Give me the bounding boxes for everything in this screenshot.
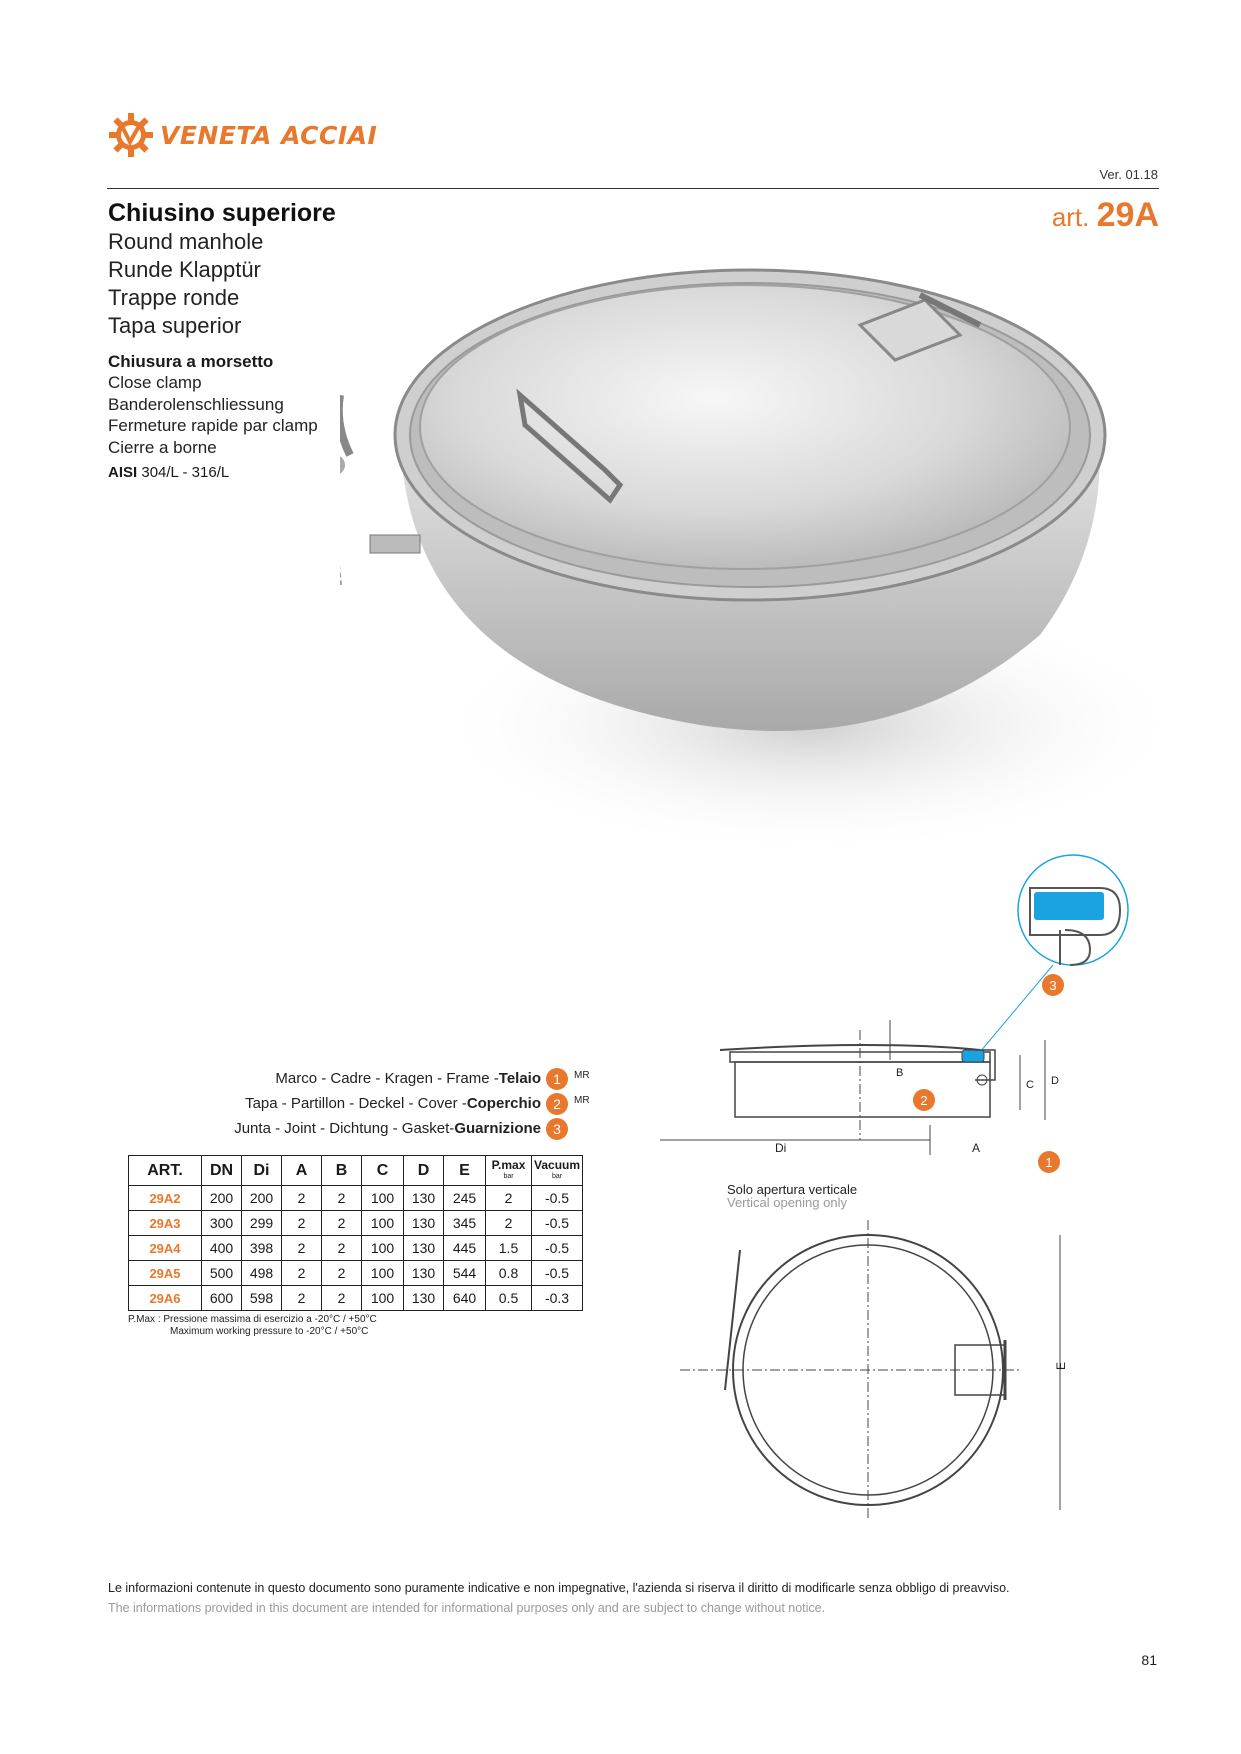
table-cell: 400: [202, 1236, 242, 1261]
legend-text: Junta - Joint - Dichtung - Gasket-: [234, 1120, 455, 1137]
table-header: A: [282, 1156, 322, 1186]
table-cell-article: 29A4: [129, 1236, 202, 1261]
table-header-pmax: [486, 1156, 532, 1186]
material-spec: [108, 464, 318, 481]
table-cell: 2: [282, 1261, 322, 1286]
title-translation: Runde Klapptür: [108, 257, 261, 282]
table-header-vacuum: [532, 1156, 583, 1186]
opening-note-en: Vertical opening only: [727, 1195, 847, 1210]
title-translation: Round manhole: [108, 229, 264, 254]
vacuum-label: Vacuum: [534, 1157, 581, 1172]
opening-note: [727, 1183, 857, 1209]
parts-legend: [234, 1066, 541, 1141]
table-cell: 300: [202, 1211, 242, 1236]
table-row: [129, 1286, 583, 1311]
material-value: 304/L - 316/L: [141, 464, 230, 481]
table-cell: 1.5: [486, 1236, 532, 1261]
legend-row: [234, 1091, 541, 1116]
legend-text: Marco - Cadre - Kragen - Frame -: [275, 1070, 499, 1087]
table-cell: 345: [444, 1211, 486, 1236]
table-cell: 2: [282, 1186, 322, 1211]
table-cell: 2: [322, 1186, 362, 1211]
callout-3-text: 3: [1049, 978, 1057, 993]
table-row: [129, 1236, 583, 1261]
table-cell: 544: [444, 1261, 486, 1286]
table-cell: 130: [404, 1261, 444, 1286]
gasket-detail: [1034, 892, 1104, 920]
table-cell: -0.5: [532, 1211, 583, 1236]
table-cell: 600: [202, 1286, 242, 1311]
table-row: [129, 1186, 583, 1211]
table-cell: 398: [242, 1236, 282, 1261]
pmax-label: P.max: [491, 1157, 526, 1172]
product-image: [340, 255, 1200, 895]
article-code: [1052, 196, 1159, 235]
page-number: 81: [1141, 1652, 1157, 1668]
table-cell: 2: [322, 1286, 362, 1311]
version-label: Ver. 01.18: [1099, 167, 1158, 182]
table-header: D: [404, 1156, 444, 1186]
table-cell: 130: [404, 1236, 444, 1261]
table-cell-article: 29A3: [129, 1211, 202, 1236]
table-cell: 100: [362, 1261, 404, 1286]
opening-note-it: Solo apertura verticale: [727, 1182, 858, 1197]
table-cell: 130: [404, 1286, 444, 1311]
legend-row: [234, 1116, 541, 1141]
table-cell: 498: [242, 1261, 282, 1286]
table-cell: 2: [486, 1211, 532, 1236]
closure-translation: Fermeture rapide par clamp: [108, 416, 318, 435]
table-cell: 299: [242, 1211, 282, 1236]
table-row: [129, 1261, 583, 1286]
table-cell: 2: [282, 1211, 322, 1236]
legend-bold: Guarnizione: [454, 1120, 541, 1137]
table-row: [129, 1211, 583, 1236]
table-header: Di: [242, 1156, 282, 1186]
legend-text: Tapa - Partillon - Deckel - Cover -: [245, 1095, 467, 1112]
dimension-d: D: [1051, 1075, 1059, 1087]
table-cell: 2: [486, 1186, 532, 1211]
table-cell: 100: [362, 1236, 404, 1261]
table-cell-article: 29A2: [129, 1186, 202, 1211]
pmax-note: [128, 1314, 377, 1338]
legend-bold: Coperchio: [466, 1095, 541, 1112]
table-cell: 245: [444, 1186, 486, 1211]
gear-logo-icon: [108, 112, 154, 158]
closure-translation: Cierre a borne: [108, 437, 217, 457]
table-cell: 445: [444, 1236, 486, 1261]
pmax-unit: bar: [503, 1172, 514, 1180]
pmax-note-line: P.Max : Pressione massima di esercizio a -20°C / +50°C: [128, 1314, 377, 1325]
brand-name: VENETA ACCIAI: [160, 120, 378, 150]
title-translation: Trappe ronde: [108, 285, 240, 310]
dimension-c: C: [1026, 1079, 1034, 1091]
dimension-b: B: [896, 1067, 904, 1079]
footer-disclaimer: [108, 1578, 1010, 1618]
page-title: Chiusino superiore: [108, 199, 336, 227]
table-cell: 0.5: [486, 1286, 532, 1311]
spec-table: [128, 1155, 583, 1311]
disclaimer-en: The informations provided in this document are intended for informational purposes only and are subject to change without notice.: [108, 1601, 826, 1615]
table-cell: 500: [202, 1261, 242, 1286]
article-prefix: art.: [1051, 202, 1090, 232]
table-cell: 130: [404, 1211, 444, 1236]
material-label: AISI: [108, 464, 138, 481]
closure-translation: Banderolenschliessung: [108, 394, 284, 414]
vacuum-unit: bar: [551, 1172, 563, 1180]
table-cell: 2: [282, 1286, 322, 1311]
table-header-row: [129, 1156, 583, 1186]
dimension-e: E: [1054, 1361, 1068, 1370]
disclaimer-it: Le informazioni contenute in questo documento sono puramente indicative e non impegnative, l'azienda si riserva il diritto di modificarle senza obbligo di preavviso.: [108, 1581, 1010, 1595]
dimension-di: Di: [775, 1141, 787, 1155]
legend-number-badge: 1: [546, 1068, 568, 1090]
table-cell: 100: [362, 1286, 404, 1311]
brand-logo: [108, 112, 377, 158]
table-header: ART.: [129, 1156, 202, 1186]
closure-translation: Close clamp: [108, 373, 202, 392]
callout-2-text: 2: [920, 1093, 928, 1108]
table-cell: 100: [362, 1211, 404, 1236]
dimension-a: A: [972, 1141, 981, 1155]
table-cell-article: 29A6: [129, 1286, 202, 1311]
legend-number-badge: 2: [546, 1093, 568, 1115]
table-cell: -0.5: [532, 1261, 583, 1286]
table-cell: 2: [322, 1261, 362, 1286]
table-cell-article: 29A5: [129, 1261, 202, 1286]
legend-number-badge: 3: [546, 1118, 568, 1140]
title-translation: Tapa superior: [108, 313, 242, 338]
pmax-note-line: Maximum working pressure to -20°C / +50°C: [170, 1326, 369, 1337]
table-cell: 100: [362, 1186, 404, 1211]
article-number: 29A: [1096, 196, 1159, 234]
closure-block: [108, 351, 318, 481]
legend-bold: Telaio: [498, 1070, 541, 1087]
table-cell: -0.5: [532, 1236, 583, 1261]
header-divider: [107, 188, 1159, 189]
legend-tag: MR: [574, 1070, 590, 1081]
table-header: E: [444, 1156, 486, 1186]
table-cell: -0.5: [532, 1186, 583, 1211]
closure-title: Chiusura a morsetto: [108, 352, 274, 371]
table-cell: 200: [242, 1186, 282, 1211]
table-header: C: [362, 1156, 404, 1186]
table-cell: 200: [202, 1186, 242, 1211]
table-header: DN: [202, 1156, 242, 1186]
callout-1-text: 1: [1045, 1155, 1053, 1170]
table-cell: 640: [444, 1286, 486, 1311]
table-cell: 2: [282, 1236, 322, 1261]
table-cell: -0.3: [532, 1286, 583, 1311]
technical-drawing: [660, 840, 1160, 1520]
table-cell: 2: [322, 1211, 362, 1236]
table-cell: 2: [322, 1236, 362, 1261]
table-header: B: [322, 1156, 362, 1186]
legend-row: [234, 1066, 541, 1091]
table-cell: 0.8: [486, 1261, 532, 1286]
table-cell: 598: [242, 1286, 282, 1311]
legend-tag: MR: [574, 1095, 590, 1106]
table-cell: 130: [404, 1186, 444, 1211]
title-block: [108, 198, 336, 340]
